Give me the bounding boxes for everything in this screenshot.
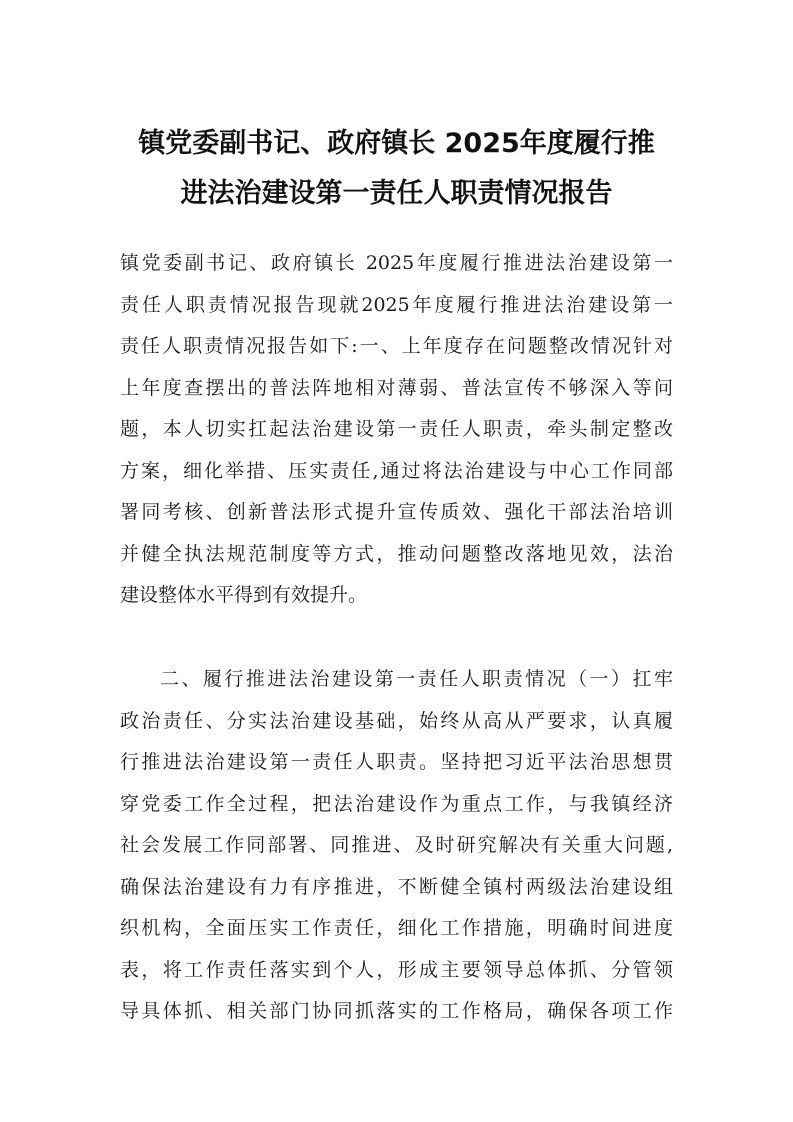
paragraph-2-line: 二、履行推进法治建设第一责任人职责情况（一）扛牢: [160, 668, 673, 690]
paragraph-2-line: 织机构，全面压实工作责任，细化工作措施，明确时间进度: [120, 917, 673, 939]
document-title-line-1: 镇党委副书记、政府镇长 2025年度履行推: [138, 128, 655, 159]
paragraph-1-line: 责任人职责情况报告如下:一、上年度存在问题整改情况针对: [120, 335, 673, 357]
document-title-line-2: 进法治建设第一责任人职责情况报告: [180, 178, 613, 209]
paragraph-2-line: 导具体抓、相关部门协同抓落实的工作格局，确保各项工作: [120, 1000, 673, 1022]
paragraph-1-line: 方案，细化举措、压实责任,通过将法治建设与中心工作同部: [120, 460, 673, 482]
paragraph-2-line: 穿党委工作全过程，把法治建设作为重点工作，与我镇经济: [120, 793, 673, 815]
paragraph-1-line: 建设整体水平得到有效提升。: [120, 584, 368, 606]
paragraph-2-line: 行推进法治建设第一责任人职责。坚持把习近平法治思想贯: [120, 751, 673, 773]
paragraph-2-line: 社会发展工作同部署、同推进、及时研究解决有关重大问题,: [120, 834, 673, 856]
paragraph-2-line: 政治责任、分实法治建设基础，始终从高从严要求，认真履: [120, 710, 673, 732]
paragraph-1-line: 并健全执法规范制度等方式，推动问题整改落地见效，法治: [120, 543, 673, 565]
paragraph-1-line: 上年度查摆出的普法阵地相对薄弱、普法宣传不够深入等问: [120, 377, 673, 399]
paragraph-2-line: 确保法治建设有力有序推进，不断健全镇村两级法治建设组: [120, 876, 673, 898]
paragraph-1-line: 责任人职责情况报告现就2025年度履行推进法治建设第一: [120, 294, 673, 316]
paragraph-1-line: 镇党委副书记、政府镇长 2025年度履行推进法治建设第一: [120, 252, 673, 274]
paragraph-1-line: 题，本人切实扛起法治建设第一责任人职责，牵头制定整改: [120, 418, 673, 440]
paragraph-1-line: 署同考核、创新普法形式提升宣传质效、强化干部法治培训: [120, 501, 673, 523]
paragraph-2-line: 表，将工作责任落实到个人，形成主要领导总体抓、分管领: [120, 959, 673, 981]
